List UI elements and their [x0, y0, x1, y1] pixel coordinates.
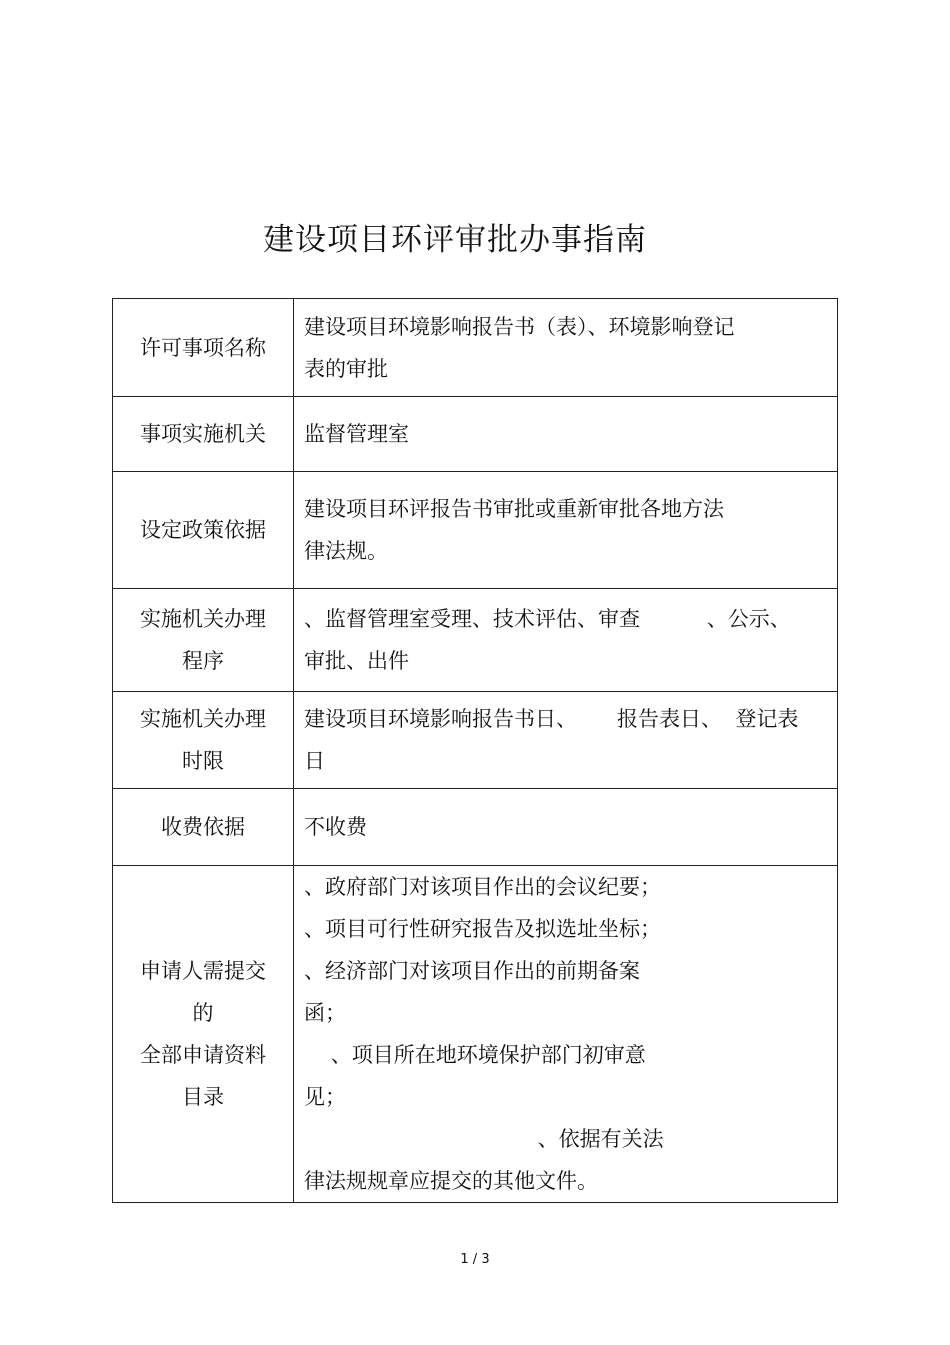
page-number: 1 / 3 — [460, 1252, 490, 1267]
row-value: 、政府部门对该项目作出的会议纪要； 、项目可行性研究报告及拟选址坐标； 、经济部门对该项目作出的前期备案 函； 、项目所在地环境保护部门初审意 见； 、依据有关法 律法规规章应提交的其他文件。 — [294, 866, 838, 1203]
row-label: 实施机关办理 程序 — [113, 589, 294, 692]
row-label: 申请人需提交 的 全部申请资料 目录 — [113, 866, 294, 1203]
row-label: 实施机关办理 时限 — [113, 692, 294, 789]
row-value: 建设项目环评报告书审批或重新审批各地方法 律法规。 — [294, 472, 838, 589]
guide-table — [112, 298, 838, 1203]
row-value: 建设项目环境影响报告书日、 报告表日、 登记表 日 — [294, 692, 838, 789]
table-row — [113, 472, 838, 589]
row-value: 监督管理室 — [294, 397, 838, 472]
row-label: 设定政策依据 — [113, 472, 294, 589]
row-value: 、监督管理室受理、技术评估、审查 、公示、 审批、出件 — [294, 589, 838, 692]
table-row — [113, 397, 838, 472]
row-label: 许可事项名称 — [113, 299, 294, 397]
row-value: 不收费 — [294, 789, 838, 866]
row-label: 事项实施机关 — [113, 397, 294, 472]
row-value: 建设项目环境影响报告书（表）、环境影响登记 表的审批 — [294, 299, 838, 397]
table-row — [113, 789, 838, 866]
table-row — [113, 692, 838, 789]
table-row — [113, 589, 838, 692]
row-label: 收费依据 — [113, 789, 294, 866]
table-row — [113, 866, 838, 1203]
table-row — [113, 299, 838, 397]
page-title: 建设项目环评审批办事指南 — [263, 222, 647, 258]
